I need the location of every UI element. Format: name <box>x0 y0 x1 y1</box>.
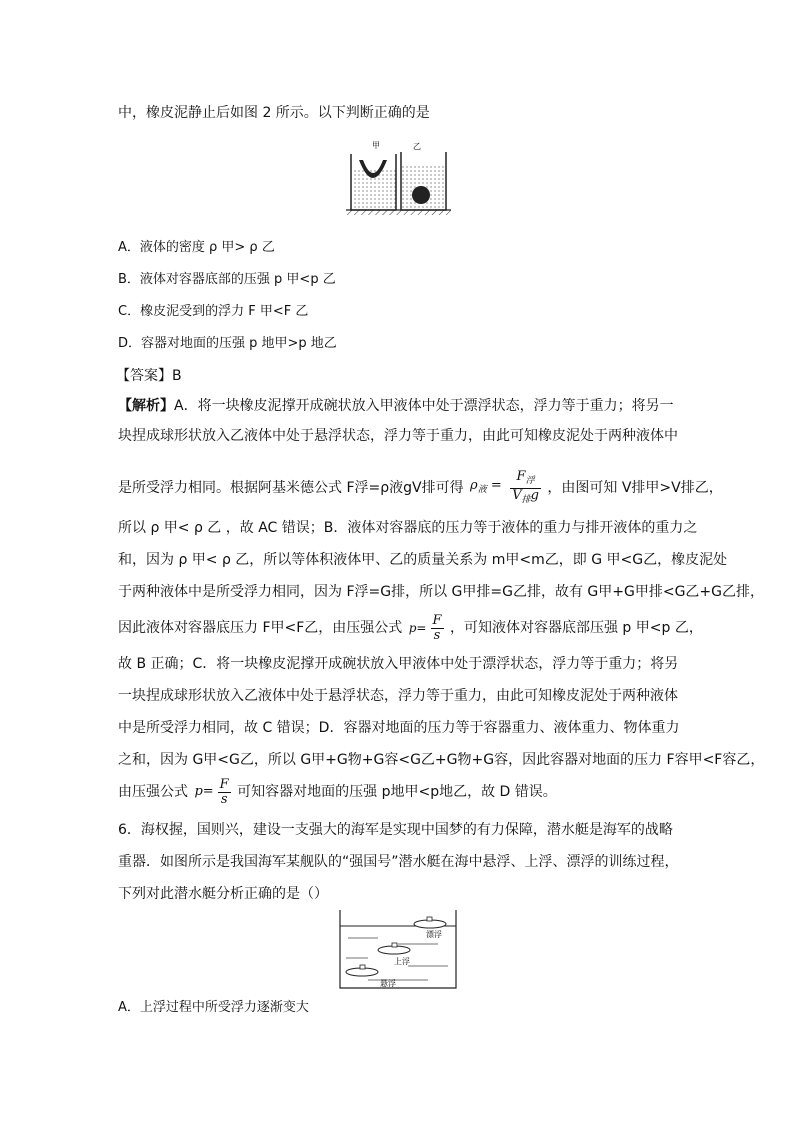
analysis-line-12b: 可知容器对地面的压强 p地甲<p地乙，故 D 错误。 <box>237 784 557 800</box>
analysis-line-6: 于两种液体中是所受浮力相同，因为 F浮=G排，所以 G甲排=G乙排，故有 G甲+G甲排<G乙+G乙排， <box>118 584 764 600</box>
analysis-line-12a: 由压强公式 <box>118 784 188 800</box>
analysis-line-11: 之和，因为 G甲<G乙，所以 G甲+G物+G容<G乙+G物+G容，因此容器对地面的压力 F容甲<F容乙， <box>118 752 765 768</box>
analysis-line-1-text: A．将一块橡皮泥撑开成碗状放入甲液体中处于漂浮状态，浮力等于重力；将另一 <box>174 398 674 414</box>
label-yi: 乙 <box>413 142 421 151</box>
formula-rho: $\rho_液$ = <box>470 478 502 495</box>
analysis-line-7b: ，可知液体对容器底部压强 p 甲<p 乙， <box>449 620 703 636</box>
ground <box>346 210 451 215</box>
answer: 【答案】B <box>116 368 182 384</box>
q6-line-3: 下列对此潜水艇分析正确的是（） <box>118 886 328 902</box>
analysis-line-10: 中是所受浮力相同，故 C 错误；D．容器对地面的压力等于容器重力、液体重力、物体重力 <box>118 720 680 736</box>
ball-shape <box>412 186 430 204</box>
analysis-line-7 <box>118 612 703 644</box>
submarine-suspended <box>346 965 378 976</box>
label-jia: 甲 <box>372 141 380 150</box>
analysis-line-12 <box>118 776 557 808</box>
figure-submarine <box>338 908 458 990</box>
label-shang: 上浮 <box>394 957 410 966</box>
label-piao: 漂浮 <box>426 930 442 939</box>
label-xuan: 悬浮 <box>380 979 396 988</box>
analysis-line-3b: ，由图可知 V排甲>V排乙， <box>547 480 723 496</box>
analysis-line-8: 故 B 正确；C．将一块橡皮泥撑开成碗状放入甲液体中处于漂浮状态，浮力等于重力；将另 <box>118 656 679 672</box>
q6-line-2: 重器．如图所示是我国海军某舰队的“强国号”潜水艇在海中悬浮、上浮、漂浮的训练过程， <box>118 854 679 870</box>
option-c: C．橡皮泥受到的浮力 F 甲<F 乙 <box>118 304 309 319</box>
analysis-head: 【解析】 <box>118 398 174 414</box>
question-intro: 中，橡皮泥静止后如图 2 所示。以下判断正确的是 <box>118 105 430 121</box>
q6-line-1: 6．海权握，国则兴，建设一支强大的海军是实现中国梦的有力保障，潜水艇是海军的战略 <box>118 822 673 838</box>
option-a: A．液体的密度 ρ 甲> ρ 乙 <box>118 240 275 255</box>
analysis-line-3a: 是所受浮力相同。根据阿基米德公式 F浮=ρ液gV排可得 <box>118 480 464 496</box>
analysis-line-3 <box>118 468 723 508</box>
formula-pressure-2: p= <box>194 783 214 799</box>
formula-fraction-p1: $\frac{F}{s}$ <box>432 612 442 643</box>
analysis-line-7a: 因此液体对容器底压力 F甲<F乙，由压强公式 <box>118 620 403 636</box>
analysis-line-5: 和，因为 ρ 甲< ρ 乙，所以等体积液体甲、乙的质量关系为 m甲<m乙，即 G 甲<G乙，橡皮泥处 <box>118 552 728 568</box>
figure-two-containers <box>346 138 451 216</box>
analysis-line-1 <box>118 396 674 416</box>
option-d: D．容器对地面的压强 p 地甲>p 地乙 <box>118 336 337 351</box>
submarine-floating <box>414 917 446 928</box>
formula-pressure-1: p= <box>408 621 427 636</box>
submarine-rising <box>378 943 410 954</box>
analysis-line-9: 一块捏成球形状放入乙液体中处于悬浮状态，浮力等于重力，由此可知橡皮泥处于两种液体 <box>118 688 678 704</box>
analysis-line-2: 块捏成球形状放入乙液体中处于悬浮状态，浮力等于重力，由此可知橡皮泥处于两种液体中 <box>118 428 678 444</box>
q6-option-a: A．上浮过程中所受浮力逐渐变大 <box>118 1000 309 1015</box>
option-b: B．液体对容器底部的压强 p 甲<p 乙 <box>118 272 336 287</box>
analysis-line-4: 所以 ρ 甲< ρ 乙 ，故 AC 错误；B．液体对容器底的压力等于液体的重力与排开液体的重力之 <box>118 520 698 536</box>
formula-fraction-p2: $\frac{F}{s}$ <box>219 776 229 807</box>
formula-fraction-rho: $\frac{F_浮}{V_排g}$ <box>512 468 539 505</box>
